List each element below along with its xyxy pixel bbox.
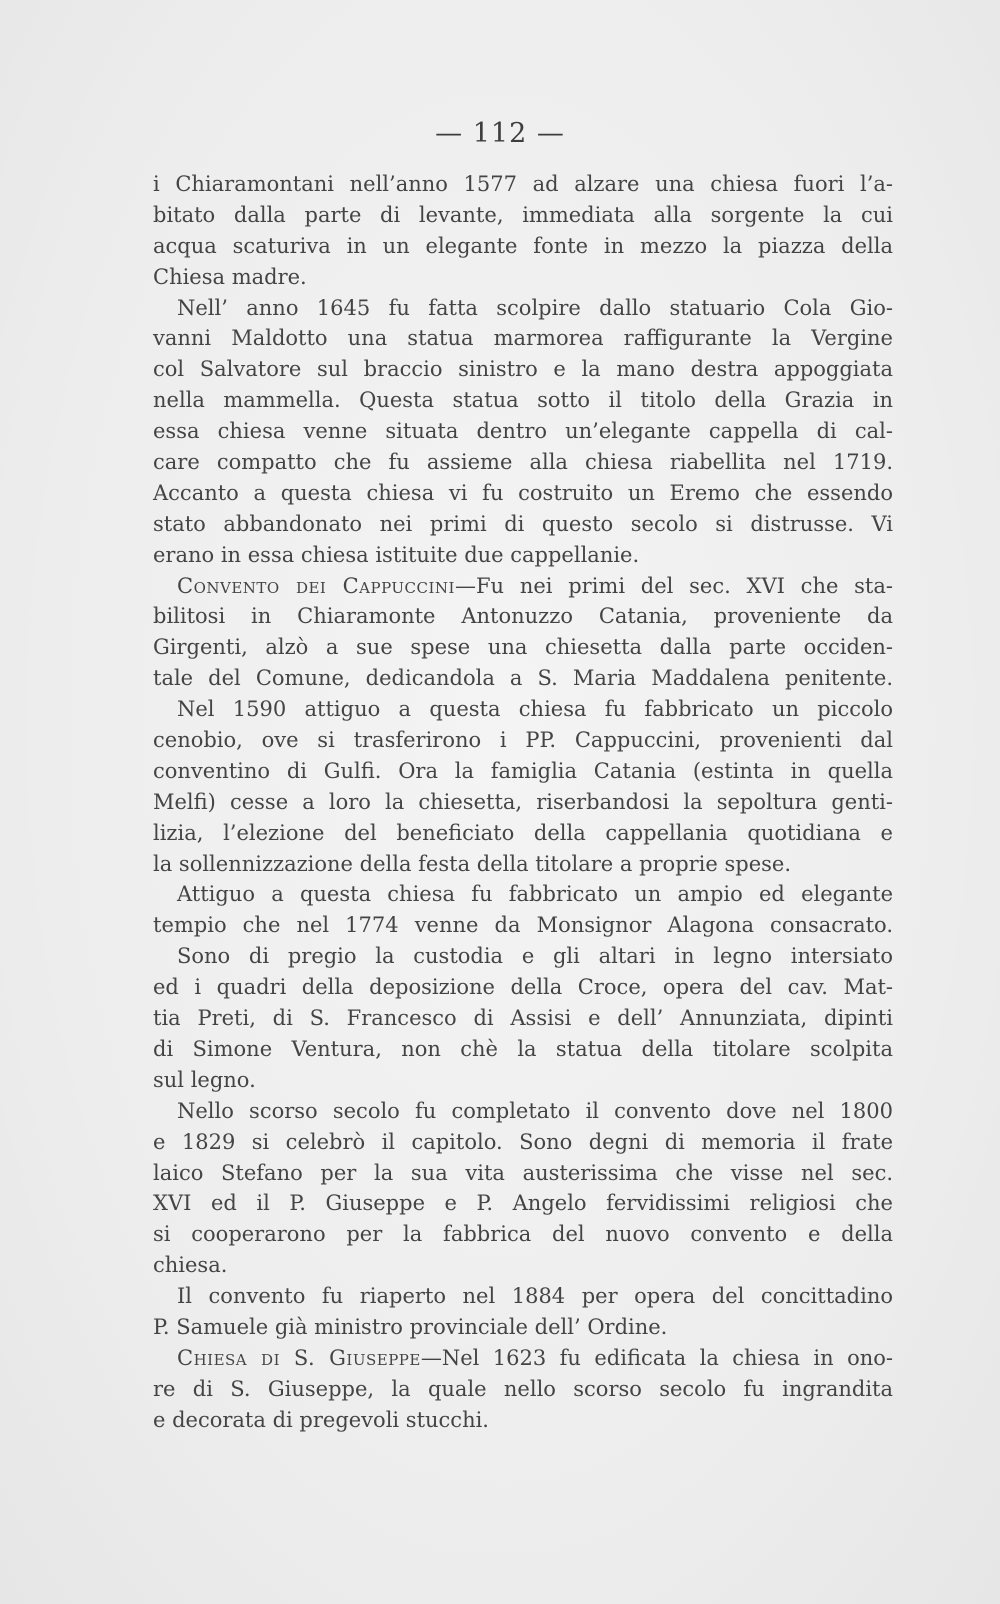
text-line: acqua scaturiva in un elegante fonte in mezzo la piazza della (153, 233, 893, 258)
text-line: XVI ed il P. Giuseppe e P. Angelo fervidissimi religiosi che (153, 1191, 893, 1216)
text-line: si cooperarono per la fabbrica del nuovo convento e della (153, 1222, 893, 1247)
text-line: e 1829 si celebrò il capitolo. Sono degni di memoria il frate (153, 1129, 893, 1154)
text-line: bitato dalla parte di levante, immediata alla sorgente la cui (153, 202, 893, 227)
text-line: chiesa. (153, 1253, 228, 1278)
section-heading: Chiesa di S. Giuseppe (177, 1345, 421, 1370)
text-line: col Salvatore sul braccio sinistro e la mano destra appoggiata (153, 357, 893, 382)
text-line: e decorata di pregevoli stucchi. (153, 1407, 489, 1432)
text-line: tempio che nel 1774 venne da Monsignor Alagona consacrato. (153, 913, 893, 938)
text-line: Nello scorso secolo fu completato il convento dove nel 1800 (177, 1098, 893, 1123)
text-line: tale del Comune, dedicandola a S. Maria Maddalena penitente. (153, 666, 893, 691)
text-line: conventino di Gulfi. Ora la famiglia Catania (estinta in quella (153, 758, 893, 783)
page-number: — 112 — (435, 118, 565, 149)
text-line: bilitosi in Chiaramonte Antonuzzo Catania, proveniente da (153, 604, 893, 629)
text-line: lizia, l’elezione del beneficiato della cappellania quotidiana e (153, 820, 893, 845)
section-heading-text: —Nel 1623 fu edificata la chiesa in ono- (420, 1345, 893, 1370)
section-heading-line (153, 571, 893, 602)
section-heading: Convento dei Cappuccini (177, 573, 455, 598)
text-line: i Chiaramontani nell’anno 1577 ad alzare una chiesa fuori l’a- (153, 172, 893, 196)
body-text (153, 169, 893, 1436)
text-line: la sollennizzazione della festa della titolare a proprie spese. (153, 851, 792, 876)
text-line: ed i quadri della deposizione della Croce, opera del cav. Mat- (153, 975, 893, 1000)
text-line: cenobio, ove si trasferirono i PP. Cappuccini, provenienti dal (153, 728, 893, 753)
text-line: re di S. Giuseppe, la quale nello scorso secolo fu ingrandita (153, 1376, 893, 1401)
text-line: sul legno. (153, 1067, 256, 1092)
section-heading-line (153, 1343, 893, 1374)
text-line: vanni Maldotto una statua marmorea raffigurante la Vergine (153, 326, 893, 351)
text-line: Attiguo a questa chiesa fu fabbricato un ampio ed elegante (177, 882, 893, 907)
text-line: Sono di pregio la custodia e gli altari in legno intersiato (177, 944, 893, 969)
text-line: P. Samuele già ministro provinciale dell’ Ordine. (153, 1314, 668, 1339)
text-line: Il convento fu riaperto nel 1884 per opera del concittadino (177, 1284, 893, 1309)
text-line: di Simone Ventura, non chè la statua della titolare scolpita (153, 1036, 893, 1061)
text-line: nella mammella. Questa statua sotto il titolo della Grazia in (153, 388, 893, 413)
text-line: Nel 1590 attiguo a questa chiesa fu fabbricato un piccolo (177, 697, 893, 722)
text-line: Chiesa madre. (153, 264, 307, 289)
text-line: tia Preti, di S. Francesco di Assisi e dell’ Annunziata, dipinti (153, 1006, 893, 1031)
text-line: Nell’ anno 1645 fu fatta scolpire dallo statuario Cola Gio- (177, 295, 893, 320)
text-line: care compatto che fu assieme alla chiesa riabellita nel 1719. (153, 450, 893, 475)
text-line: stato abbandonato nei primi di questo secolo si distrusse. Vi (153, 511, 893, 536)
section-heading-text: —Fu nei primi del sec. XVI che sta- (454, 573, 893, 598)
text-line: Accanto a questa chiesa vi fu costruito un Eremo che essendo (153, 480, 893, 505)
text-line: Girgenti, alzò a sue spese una chiesetta dalla parte occiden- (153, 635, 893, 660)
text-line: Melfi) cesse a loro la chiesetta, riserbandosi la sepoltura genti- (153, 789, 893, 814)
text-line: essa chiesa venne situata dentro un’elegante cappella di cal- (153, 419, 893, 444)
text-line: erano in essa chiesa istituite due cappellanie. (153, 542, 640, 567)
text-line: laico Stefano per la sua vita austerissima che visse nel sec. (153, 1160, 893, 1185)
